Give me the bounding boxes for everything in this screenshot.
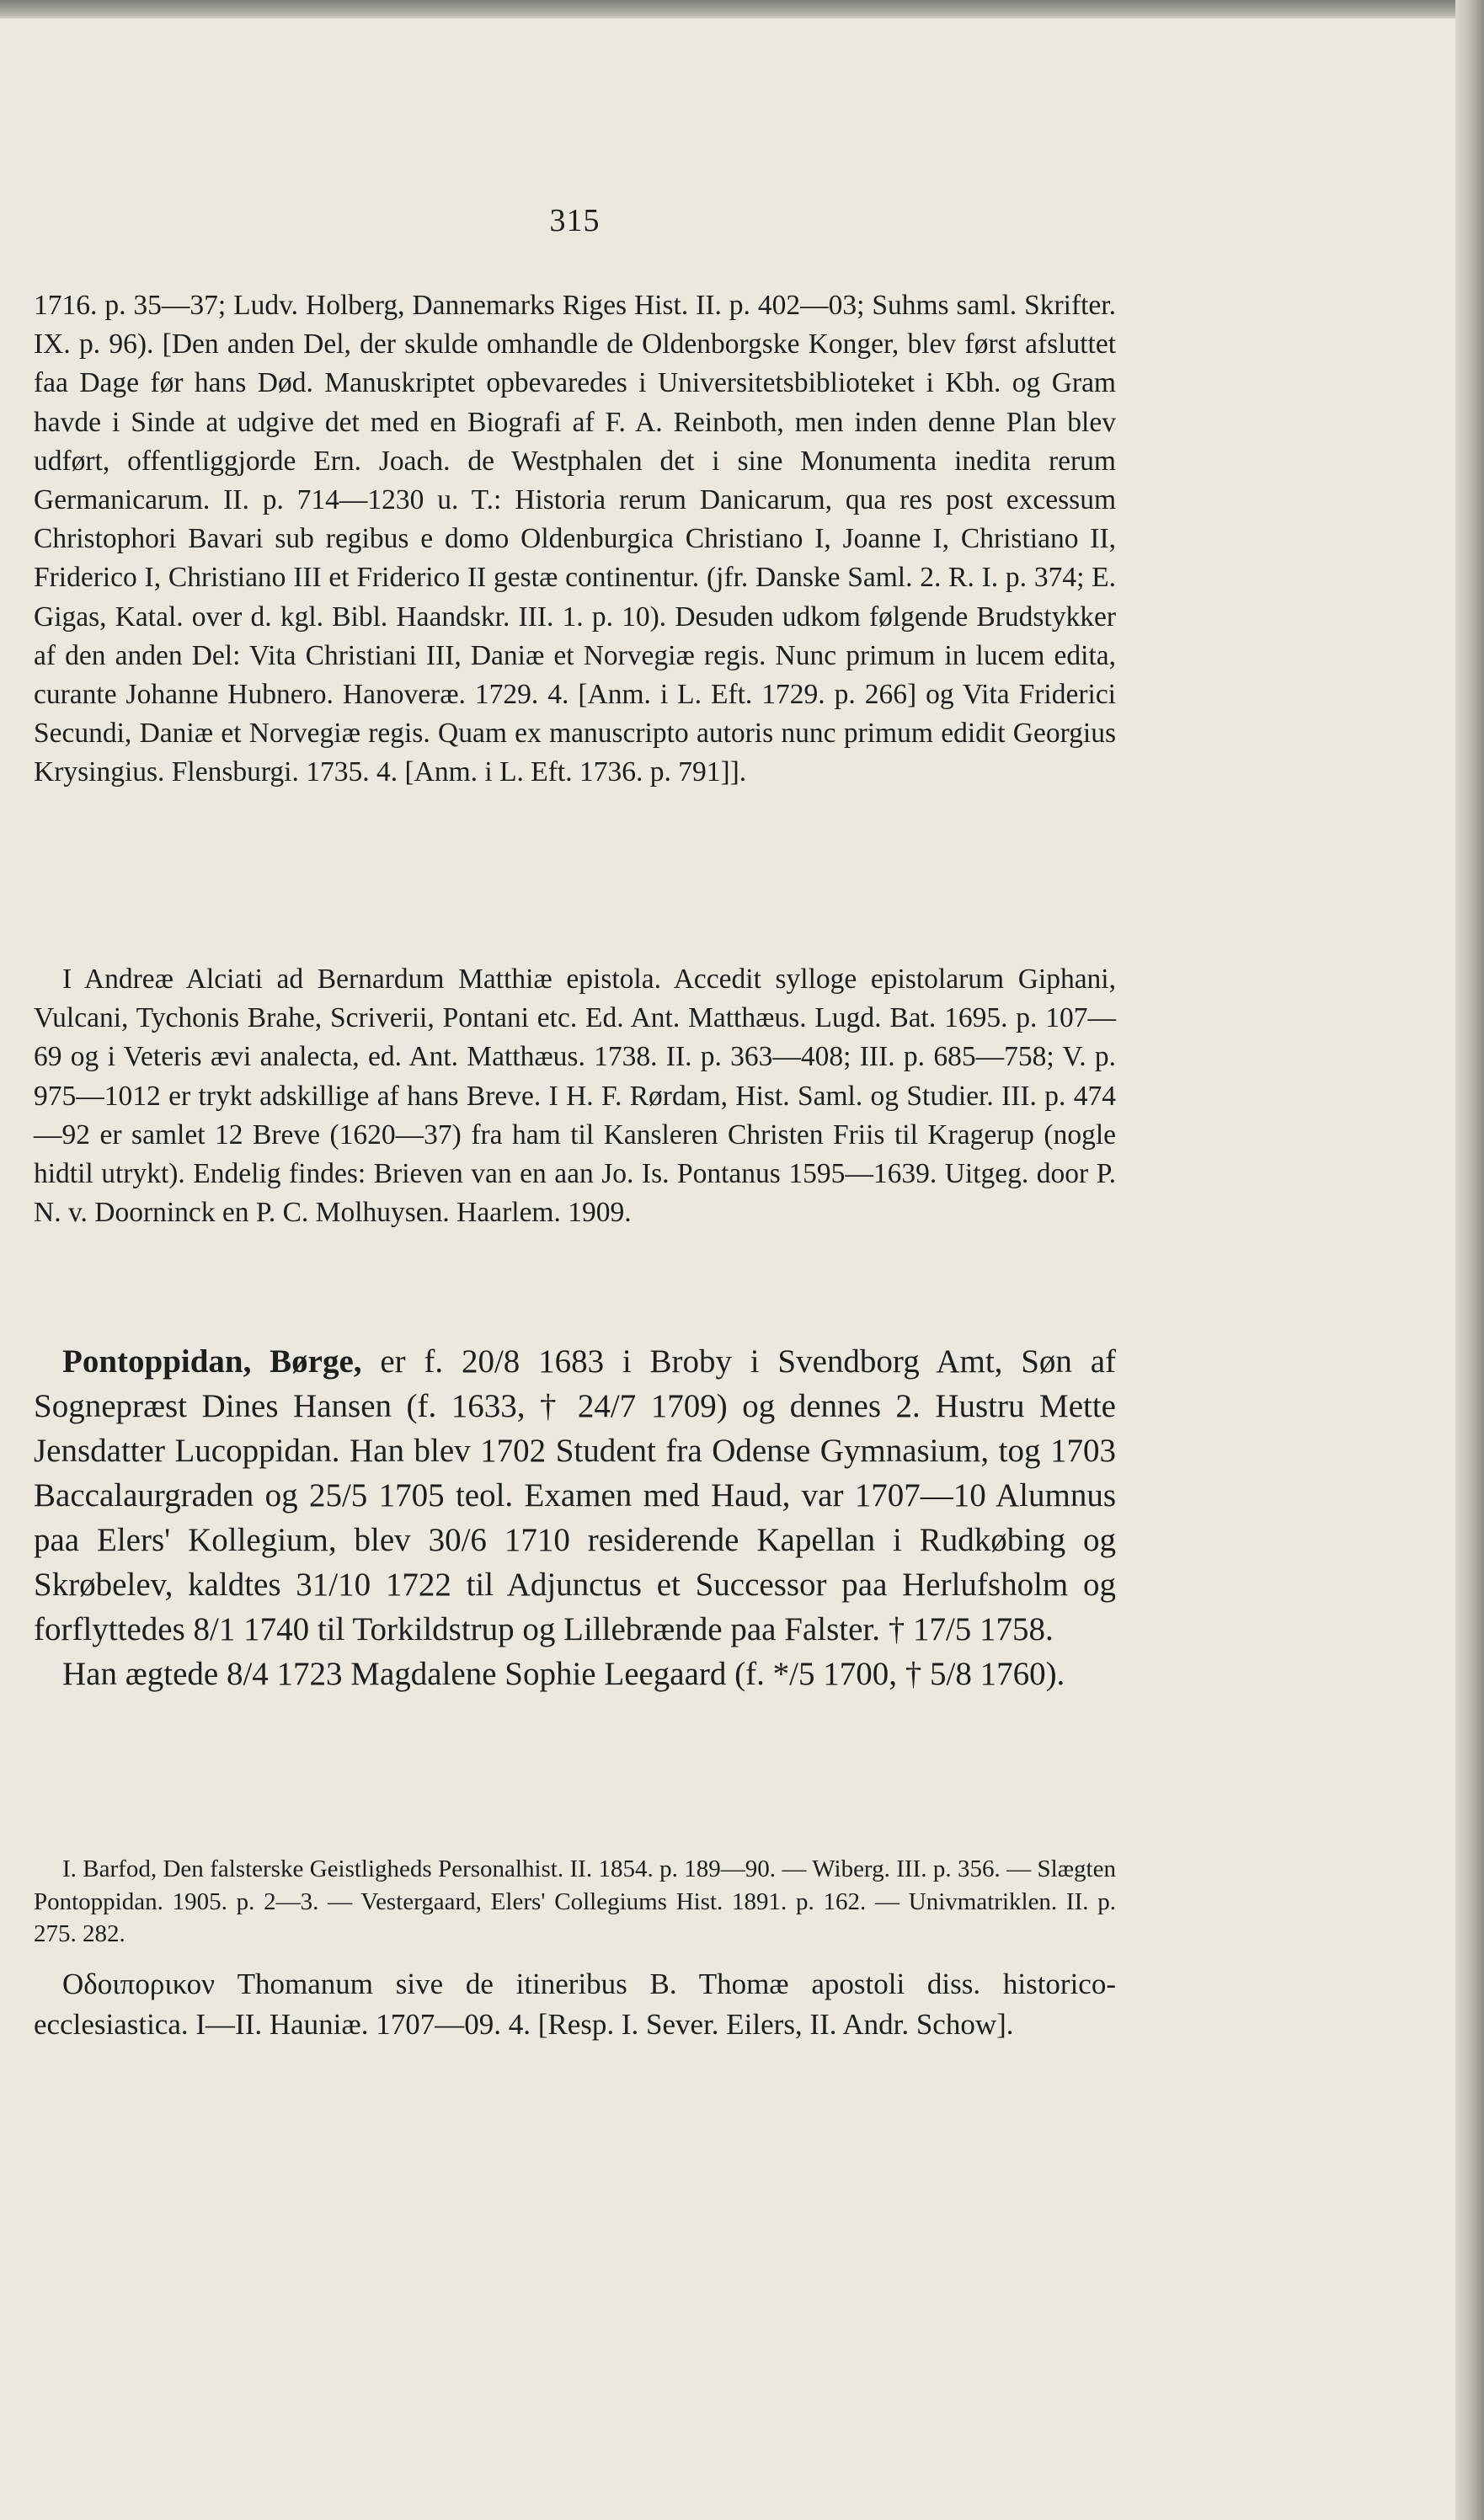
letters-paragraph: I Andreæ Alciati ad Bernardum Matthiæ epistola. Accedit sylloge epistolarum Giphani, Vulcani, Tychonis Brahe, Scriverii, Pontani etc. Ed. Ant. Matthæus. Lugd. Bat. 1695. p. 107—69 og i Veteris ævi analecta, ed. Ant. Matthæus. 1738. II. p. 363—408; III. p. 685—758; V. p. 975—1012 er trykt adskillige af hans Breve. I H. F. Rørdam, Hist. Saml. og Studier. III. p. 474—92 er samlet 12 Breve (1620—37) fra ham til Kansleren Christen Friis til Kragerup (nogle hidtil utrykt). Endelig findes: Brieven van en aan Jo. Is. Pontanus 1595—1639. Uitgeg. door P. N. v. Doorninck en P. C. Molhuysen. Haarlem. 1909. — [34, 964, 1116, 1229]
references: I. Barfod, Den falsterske Geistligheds Personalhist. II. 1854. p. 189—90. — Wiberg. III. p. 356. — Slægten Pontoppidan. 1905. p. 2—3. — Vestergaard, Elers' Collegiums Hist. 1891. p. 162. — Univmatriklen. II. p. 275. 282. — [34, 1855, 1116, 1947]
biographical-entry — [34, 1339, 1116, 1696]
continuation-paragraph: 1716. p. 35—37; Ludv. Holberg, Dannemarks Riges Hist. II. p. 402—03; Suhms saml. Skrifter. IX. p. 96). [Den anden Del, der skulde omhandle de Oldenborgske Konger, blev først afsluttet faa Dage før hans Død. Manuskriptet opbevaredes i Universitetsbiblioteket i Kbh. og Gram havde i Sinde at udgive det med en Biografi af F. A. Reinboth, men inden denne Plan blev udført, offentliggjorde Ern. Joach. de Westphalen det i sine Monumenta inedita rerum Germanicarum. II. p. 714—1230 u. T.: Historia rerum Danicarum, qua res post excessum Christophori Bavari sub regibus e domo Oldenburgica Christiano I, Joanne I, Christiano II, Friderico I, Christiano III et Friderico II gestæ continentur. (jfr. Danske Saml. 2. R. I. p. 374; E. Gigas, Katal. over d. kgl. Bibl. Haandskr. III. 1. p. 10). Desuden udkom følgende Brudstykker af den anden Del: Vita Christiani III, Daniæ et Norvegiæ regis. Nunc primum in lucem edita, curante Johanne Hubnero. Hanoveræ. 1729. 4. [Anm. i L. Eft. 1729. p. 266] og Vita Friderici Secundi, Daniæ et Norvegiæ regis. Quam ex manuscripto autoris nunc primum edidit Georgius Krysingius. Flensburgi. 1735. 4. [Anm. i L. Eft. 1736. p. 791]]. — [34, 290, 1116, 788]
page-right-edge — [1455, 0, 1484, 2520]
entry-biography-paragraph — [34, 1339, 1116, 1652]
page-top-edge — [0, 0, 1484, 19]
entry-biography: er f. 20/8 1683 i Broby i Svendborg Amt, Søn af Sognepræst Dines Hansen (f. 1633, † 24/7 1709) og dennes 2. Hustru Mette Jensdatter Lucoppidan. Han blev 1702 Student fra Odense Gymnasium, tog 1703 Baccalaurgraden og 25/5 1705 teol. Examen med Haud, var 1707—10 Alumnus paa Elers' Kollegium, blev 30/6 1710 residerende Kapellan i Rudkøbing og Skrøbelev, kaldtes 31/10 1722 til Adjunctus et Successor paa Herlufsholm og forflyttedes 8/1 1740 til Torkildstrup og Lillebrænde paa Falster. † 17/5 1758. — [34, 1343, 1117, 1647]
entry-name: Pontoppidan, Børge, — [62, 1343, 362, 1380]
work-item: Οδοιπορικον Thomanum sive de itineribus B. Thomæ apostoli diss. historico-ecclesiastica. I—II. Hauniæ. 1707—09. 4. [Resp. I. Sever. Eilers, II. Andr. Schow]. — [34, 1967, 1116, 2041]
entry-marriage: Han ægtede 8/4 1723 Magdalene Sophie Leegaard (f. */5 1700, † 5/8 1760). — [62, 1656, 1065, 1692]
scanned-page — [0, 19, 1455, 2520]
page-number: 315 — [549, 203, 601, 238]
